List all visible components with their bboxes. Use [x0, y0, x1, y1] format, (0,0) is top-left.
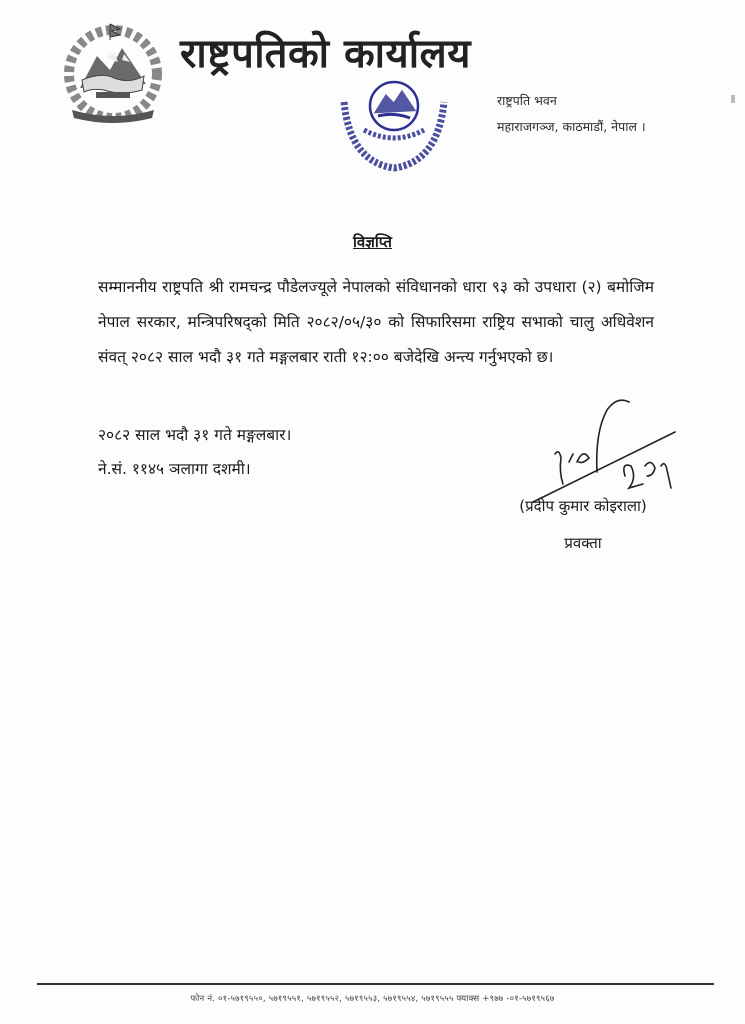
scan-mark — [731, 95, 735, 103]
footer-contact: फोन नं. ०१-५७१९५५०, ५७१९५५१, ५७१९५५२, ५७१९५५३, ५७१९५५४, ५७१९५५५ फ्याक्स +९७७ -०१-५७१९५६७ — [190, 994, 555, 1004]
footer-divider — [37, 983, 714, 985]
date-nepal-sambat: ने.सं. ११४५ ञलागा दशमी। — [98, 460, 251, 478]
office-title: राष्ट्रपतिको कार्यालय — [180, 31, 471, 77]
notice-body: सम्माननीय राष्ट्रपति श्री रामचन्द्र पौडेलज्यूले नेपालको संविधानको धारा ९३ को उपधारा (२) बमोजिम नेपाल सरकार, मन्त्रिपरिषद्को मिति २०८२/०५/३० को सिफारिसमा राष्ट्रिय सभाको चालु अधिवेशन संवत् २०८२ साल भदौ ३१ गते मङ्गलबार राती १२:०० बजेदेखि अन्त्य गर्नुभएको छ। — [98, 278, 654, 366]
signatory-block — [488, 488, 678, 562]
date-bikram-sambat: २०८२ साल भदौ ३१ गते मङ्गलबार। — [98, 426, 292, 444]
address-line-2: महाराजगञ्ज, काठमाडौं, नेपाल । — [497, 119, 646, 134]
address-line-1: राष्ट्रपति भवन — [497, 93, 557, 108]
office-stamp-icon — [330, 72, 458, 176]
national-emblem-icon — [52, 18, 174, 130]
notice-dates — [98, 418, 291, 486]
signatory-designation: प्रवक्ता — [564, 534, 602, 552]
signatory-name: (प्रदीप कुमार कोइराला) — [519, 497, 647, 515]
notice-heading: विज्ञप्ति — [353, 233, 392, 251]
office-address — [497, 88, 646, 140]
